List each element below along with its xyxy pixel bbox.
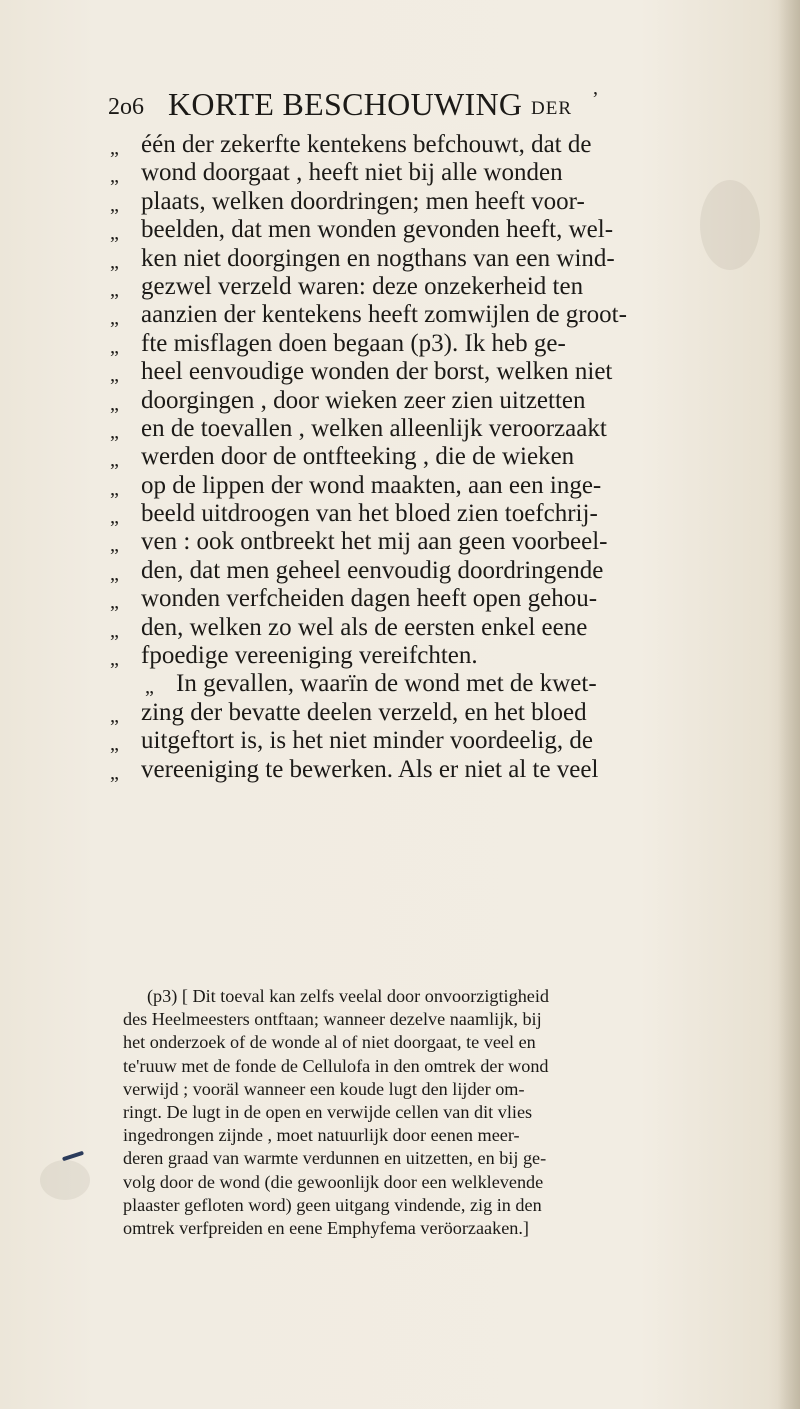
line-text: gezwel verzeld waren: deze onzekerheid ten — [141, 272, 584, 300]
line-text: werden door de ontfteeking , die de wieken — [141, 443, 575, 471]
line-text: beelden, dat men wonden gevonden heeft, wel- — [141, 216, 614, 244]
quote-mark: „ — [110, 165, 119, 188]
text-line — [110, 188, 770, 216]
line-text: wond doorgaat , heeft niet bij alle wonden — [141, 159, 563, 187]
quote-mark: „ — [110, 392, 119, 415]
text-line — [110, 642, 770, 670]
page-header — [108, 86, 748, 126]
line-text: den, dat men geheel eenvoudig doordringende — [141, 556, 604, 584]
quote-mark: „ — [110, 704, 119, 727]
line-text: doorgingen , door wieken zeer zien uitzetten — [141, 386, 586, 414]
text-line — [110, 500, 770, 528]
line-text: ven : ook ontbreekt het mij aan geen voorbeel- — [141, 528, 608, 556]
quote-mark: „ — [110, 733, 119, 756]
line-text: ken niet doorgingen en nogthans van een wind- — [141, 244, 615, 272]
footnote-line: omtrek verfpreiden en eene Emphyfema veröorzaaken.] — [123, 1217, 529, 1238]
quote-mark: „ — [110, 449, 119, 472]
footnote-line: deren graad van warmte verdunnen en uitzetten, en bij ge- — [123, 1148, 547, 1169]
text-line — [110, 273, 770, 301]
paper-stain — [40, 1160, 90, 1200]
line-text: zing der bevatte deelen verzeld, en het bloed — [141, 698, 587, 726]
line-text: heel eenvoudige wonden der borst, welken niet — [141, 358, 613, 386]
quote-mark: „ — [110, 335, 119, 358]
main-text — [110, 131, 770, 784]
footnote-line: het onderzoek of de wonde al of niet doorgaat, te veel en — [123, 1032, 536, 1053]
quote-mark: „ — [110, 137, 119, 159]
quote-mark: „ — [110, 278, 119, 301]
quote-mark: „ — [110, 307, 119, 330]
footnote-line: des Heelmeesters ontftaan; wanneer dezelve naamlijk, bij — [123, 1009, 542, 1030]
quote-mark: „ — [110, 250, 119, 273]
line-text: beeld uitdroogen van het bloed zien toefchrij- — [141, 500, 598, 528]
text-line — [110, 216, 770, 244]
quote-mark: „ — [145, 676, 154, 699]
text-line — [110, 443, 770, 471]
line-text: fte misflagen doen begaan (p3). Ik heb ge- — [141, 329, 566, 357]
quote-mark: „ — [110, 619, 119, 642]
quote-mark: „ — [110, 534, 119, 557]
text-line — [110, 614, 770, 642]
text-line — [110, 557, 770, 585]
line-text: uitgeftort is, is het niet minder voordeelig, de — [141, 727, 593, 755]
text-line — [110, 358, 770, 386]
pen-mark — [62, 1151, 84, 1162]
text-line — [110, 756, 770, 784]
text-line — [110, 415, 770, 443]
line-text: vereeniging te bewerken. Als er niet al te veel — [141, 755, 599, 783]
quote-mark: „ — [110, 193, 119, 216]
page-edge-shadow — [778, 0, 800, 1409]
text-line — [110, 472, 770, 500]
line-text: In gevallen, waarïn de wond met de kwet- — [176, 670, 597, 698]
line-text: wonden verfcheiden dagen heeft open gehou- — [141, 585, 598, 613]
line-text: en de toevallen , welken alleenlijk veroorzaakt — [141, 414, 607, 442]
quote-mark: „ — [110, 420, 119, 443]
line-text: fpoedige vereeniging vereifchten. — [141, 642, 478, 670]
text-line — [110, 387, 770, 415]
footnote-line: volg door de wond (die gewoonlijk door een welklevende — [123, 1171, 544, 1192]
quote-mark: „ — [110, 761, 119, 784]
footnote-line: te'ruuw met de fonde de Cellulofa in den omtrek der wond — [123, 1055, 549, 1076]
footnote-line: plaaster gefloten word) geen uitgang vindende, zig in den — [123, 1194, 542, 1215]
line-text: den, welken zo wel als de eersten enkel eene — [141, 613, 588, 641]
quote-mark: „ — [110, 648, 119, 671]
quote-mark: „ — [110, 222, 119, 245]
line-text: op de lippen der wond maakten, aan een inge- — [141, 471, 602, 499]
footnote-line: ringt. De lugt in de open en verwijde cellen van dit vlies — [123, 1101, 533, 1122]
text-line — [110, 159, 770, 187]
text-line — [110, 301, 770, 329]
text-line — [110, 585, 770, 613]
text-line — [110, 528, 770, 556]
footnote — [123, 986, 773, 1241]
text-line — [110, 245, 770, 273]
running-title: KORTE BESCHOUWING — [168, 86, 523, 122]
header-mark: ’ — [592, 88, 599, 110]
text-line — [110, 699, 770, 727]
quote-mark: „ — [110, 591, 119, 614]
quote-mark: „ — [110, 562, 119, 585]
text-line — [110, 131, 770, 159]
text-line — [110, 670, 770, 698]
quote-mark: „ — [110, 364, 119, 387]
text-line — [110, 727, 770, 755]
running-title-small-caps: DER — [531, 98, 572, 119]
quote-mark: „ — [110, 477, 119, 500]
page-number: 2o6 — [108, 94, 144, 120]
line-text: één der zekerfte kentekens befchouwt, dat de — [141, 131, 592, 158]
text-line — [110, 330, 770, 358]
footnote-line: verwijd ; vooräl wanneer een koude lugt den lijder om- — [123, 1078, 525, 1099]
line-text: aanzien der kentekens heeft zomwijlen de groot- — [141, 301, 627, 329]
quote-mark: „ — [110, 506, 119, 529]
footnote-line: (p3) [ Dit toeval kan zelfs veelal door onvoorzigtigheid — [147, 986, 550, 1006]
footnote-line: ingedrongen zijnde , moet natuurlijk door eenen meer- — [123, 1125, 520, 1146]
line-text: plaats, welken doordringen; men heeft voor- — [141, 187, 585, 215]
